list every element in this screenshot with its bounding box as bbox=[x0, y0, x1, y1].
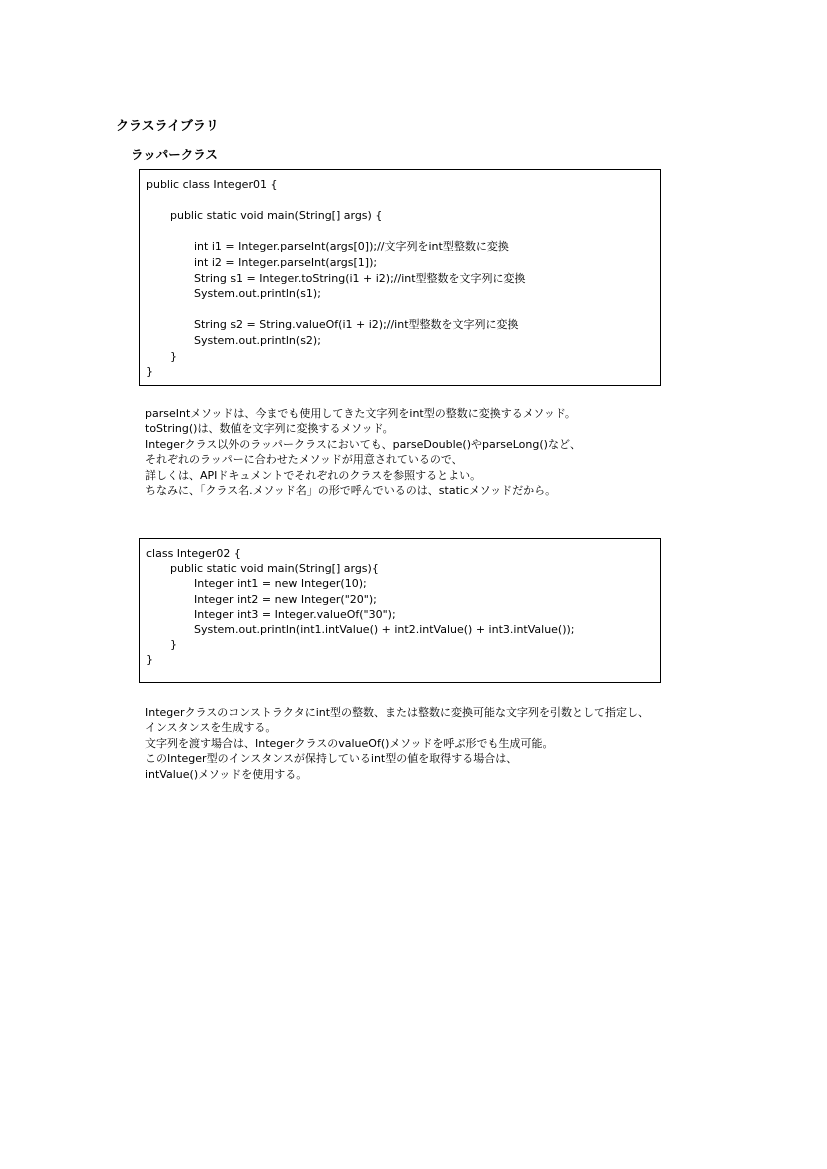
text-line: parseIntメソッドは、今までも使用してきた文字列をint型の整数に変換するメソッド。 bbox=[145, 407, 576, 420]
code-line: public static void main(String[] args) { bbox=[170, 209, 383, 223]
code-block-integer01 bbox=[139, 169, 661, 386]
section-title: ラッパークラス bbox=[131, 147, 218, 162]
code-block-integer02 bbox=[139, 538, 661, 683]
text-line: Integerクラスのコンストラクタにint型の整数、または整数に変換可能な文字列を引数として指定し、 bbox=[145, 706, 650, 719]
code-line: } bbox=[170, 638, 177, 652]
code-line: String s2 = String.valueOf(i1 + i2);//int型整数を文字列に変換 bbox=[194, 318, 519, 332]
text-line: 文字列を渡す場合は、IntegerクラスのvalueOf()メソッドを呼ぶ形でも生成可能。 bbox=[145, 736, 554, 750]
code-line: } bbox=[146, 365, 153, 379]
explanation-paragraph-2 bbox=[145, 705, 745, 782]
code-line: Integer int3 = Integer.valueOf("30"); bbox=[194, 607, 396, 621]
text-line: ちなみに、「クラス名.メソッド名」の形で呼んでいるのは、staticメソッドだから。 bbox=[145, 483, 557, 497]
code-line: public class Integer01 { bbox=[146, 178, 278, 191]
code-line: System.out.println(s1); bbox=[194, 287, 321, 301]
code-line bbox=[146, 224, 660, 240]
code-line: Integer int2 = new Integer("20"); bbox=[194, 592, 377, 606]
code-line: class Integer02 { bbox=[146, 547, 241, 560]
code-line bbox=[146, 193, 660, 209]
text-line: intValue()メソッドを使用する。 bbox=[145, 767, 308, 781]
code-line bbox=[146, 302, 660, 318]
code-line: String s1 = Integer.toString(i1 + i2);//int型整数を文字列に変換 bbox=[194, 271, 526, 285]
code-line: int i1 = Integer.parseInt(args[0]);//文字列をint型整数に変換 bbox=[194, 240, 509, 254]
text-line: このInteger型のインスタンスが保持しているint型の値を取得する場合は、 bbox=[145, 752, 518, 766]
code-line: System.out.println(int1.intValue() + int2.intValue() + int3.intValue()); bbox=[194, 622, 575, 636]
code-line: Integer int1 = new Integer(10); bbox=[194, 577, 367, 591]
code-line: public static void main(String[] args){ bbox=[170, 562, 379, 576]
text-line: toString()は、数値を文字列に変換するメソッド。 bbox=[145, 422, 394, 436]
page-title: クラスライブラリ bbox=[116, 119, 219, 134]
code-line: } bbox=[146, 653, 153, 667]
text-line: Integerクラス以外のラッパークラスにおいても、parseDouble()やparseLong()など、 bbox=[145, 437, 581, 451]
explanation-paragraph-1 bbox=[145, 406, 745, 498]
code-line: System.out.println(s2); bbox=[194, 333, 321, 347]
text-line: インスタンスを生成する。 bbox=[145, 721, 277, 735]
text-line: 詳しくは、APIドキュメントでそれぞれのクラスを参照するとよい。 bbox=[145, 468, 482, 482]
code-line: int i2 = Integer.parseInt(args[1]); bbox=[194, 255, 378, 269]
text-line: それぞれのラッパーに合わせたメソッドが用意されているので、 bbox=[145, 453, 463, 467]
code-line: } bbox=[170, 349, 177, 363]
